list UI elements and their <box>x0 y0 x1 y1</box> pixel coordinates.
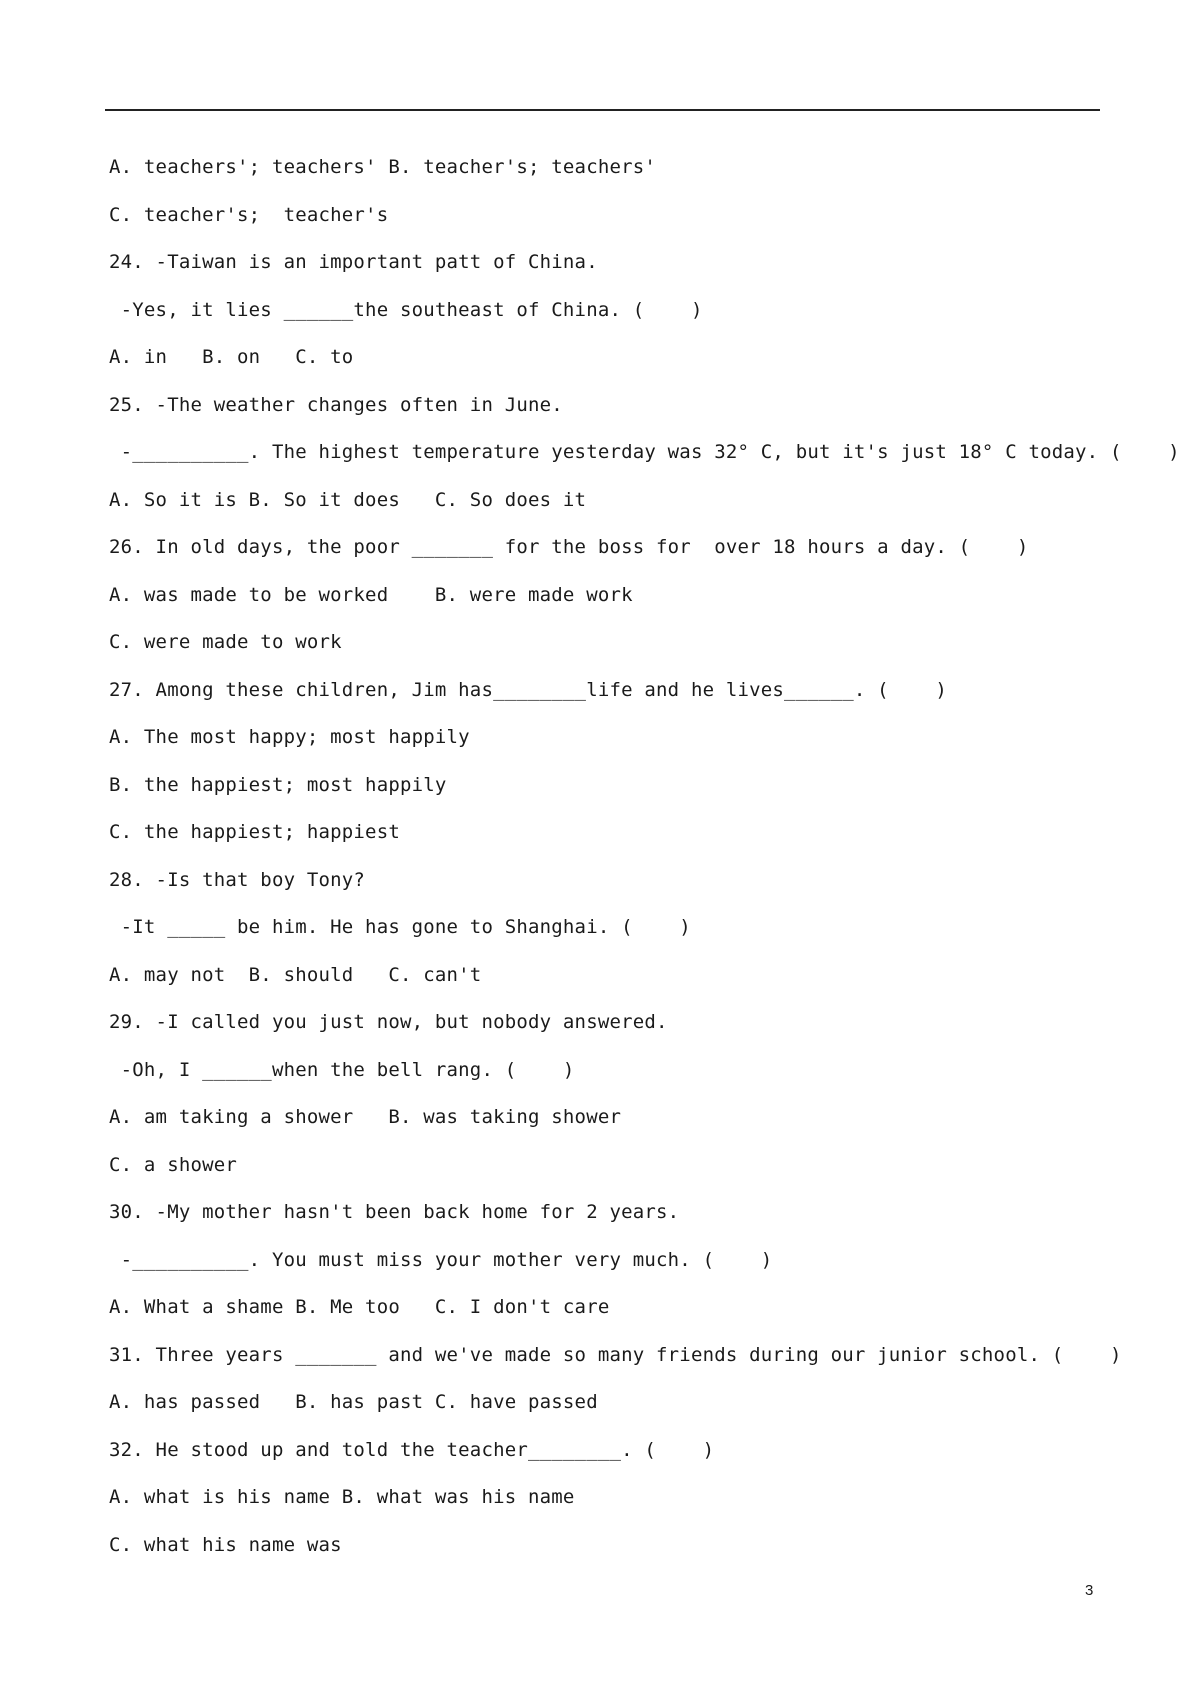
question-24-response: -Yes, it lies ______the southeast of China. ( ) <box>109 298 703 321</box>
question-31-prompt: 31. Three years _______ and we've made so many friends during our junior school. ( ) <box>109 1343 1122 1366</box>
question-25-prompt: 25. -The weather changes often in June. <box>109 393 563 416</box>
question-30-prompt: 30. -My mother hasn't been back home for 2 years. <box>109 1201 680 1223</box>
question-27-prompt: 27. Among these children, Jim has________life and he lives______. ( ) <box>109 678 948 701</box>
question-list <box>109 152 1180 1577</box>
page-number: 3 <box>1085 1582 1094 1599</box>
question-24-prompt: 24. -Taiwan is an important patt of China. <box>109 251 598 273</box>
header-rule <box>105 109 1100 111</box>
question-32-option-c: C. what his name was <box>109 1533 342 1556</box>
question-27-option-b: B. the happiest; most happily <box>109 773 447 796</box>
question-26-option-c: C. were made to work <box>109 631 342 653</box>
question-28-response: -It _____ be him. He has gone to Shanghai. ( ) <box>109 916 691 938</box>
question-29-response: -Oh, I ______when the bell rang. ( ) <box>109 1058 575 1081</box>
question-25-options: A. So it is B. So it does C. So does it <box>109 488 587 511</box>
question-27-option-a: A. The most happy; most happily <box>109 726 470 748</box>
text-line: C. teacher's; teacher's <box>109 203 389 226</box>
question-31-options: A. has passed B. has past C. have passed <box>109 1391 598 1413</box>
question-29-options: A. am taking a shower B. was taking shower <box>109 1106 622 1128</box>
text-line: A. teachers'; teachers' B. teacher's; teachers' <box>109 156 657 178</box>
question-32-prompt: 32. He stood up and told the teacher________. ( ) <box>109 1438 715 1461</box>
question-27-option-c: C. the happiest; happiest <box>109 821 400 843</box>
question-28-prompt: 28. -Is that boy Tony? <box>109 868 366 891</box>
question-30-options: A. What a shame B. Me too C. I don't care <box>109 1296 610 1318</box>
question-28-options: A. may not B. should C. can't <box>109 963 482 986</box>
question-29-prompt: 29. -I called you just now, but nobody answered. <box>109 1011 668 1033</box>
question-32-options: A. what is his name B. what was his name <box>109 1486 575 1508</box>
question-24-options: A. in B. on C. to <box>109 346 354 368</box>
question-30-response: -__________. You must miss your mother very much. ( ) <box>109 1248 773 1271</box>
question-26-options: A. was made to be worked B. were made work <box>109 583 633 606</box>
question-29-option-c: C. a shower <box>109 1153 238 1176</box>
question-25-response: -__________. The highest temperature yesterday was 32° C, but it's just 18° C today. ( ) <box>109 441 1180 463</box>
question-26-prompt: 26. In old days, the poor _______ for the boss for over 18 hours a day. ( ) <box>109 536 1029 558</box>
